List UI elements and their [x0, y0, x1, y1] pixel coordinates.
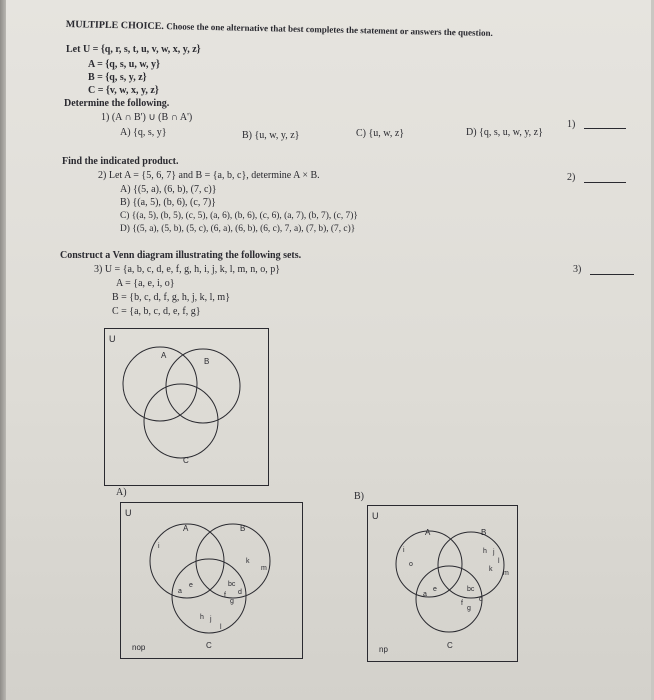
element-f: f — [461, 600, 463, 607]
header-instruction: Choose the one alternative that best completes the statement or answers the question. — [166, 21, 493, 38]
label-u: U — [372, 511, 379, 521]
q1-set-u: Let U = {q, r, s, t, u, v, w, x, y, z} — [66, 44, 201, 55]
q2-answer-label: 2) — [567, 172, 576, 183]
circle-c — [416, 566, 482, 632]
q2-option-c[interactable]: C) {(a, 5), (b, 5), (c, 5), (a, 6), (b, 6), (c, 6), (a, 7), (b, 7), (c, 7)} — [120, 211, 358, 221]
label-c: C — [183, 456, 189, 465]
q3-instruction: Construct a Venn diagram illustrating the following sets. — [60, 250, 302, 261]
q2-option-b[interactable]: B) {(a, 5), (b, 6), (c, 7)} — [120, 197, 216, 208]
q3-answer-blank[interactable] — [590, 274, 634, 275]
element-h: h — [483, 548, 487, 555]
q3-option-b-label: B) — [354, 491, 364, 502]
q3-option-a-label: A) — [116, 487, 127, 498]
element-bc: bc — [467, 586, 475, 593]
label-b: B — [240, 524, 246, 533]
circle-a — [396, 531, 462, 597]
element-i: i — [403, 547, 405, 554]
circle-c — [172, 559, 246, 633]
q3-set-a: A = {a, e, i, o} — [116, 278, 175, 289]
element-k: k — [246, 558, 250, 565]
venn-diagram-option-a[interactable] — [120, 502, 303, 659]
element-d: d — [238, 589, 242, 596]
elements-outside: np — [379, 645, 388, 654]
header — [66, 18, 493, 40]
q3-question: 3) U = {a, b, c, d, e, f, g, h, i, j, k, l, m, n, o, p} — [94, 264, 281, 275]
venn-diagram-option-b[interactable] — [367, 505, 518, 662]
q3-set-c: C = {a, b, c, d, e, f, g} — [112, 306, 201, 317]
element-e: e — [433, 586, 437, 593]
element-m: m — [503, 570, 509, 577]
q1-option-c[interactable]: C) {u, w, z} — [356, 128, 405, 139]
elements-outside: nop — [132, 643, 146, 652]
q2-option-d[interactable]: D) {(5, a), (5, b), (5, c), (6, a), (6, b), (6, c), 7, a), (7, b), (7, c)} — [120, 224, 356, 234]
q1-option-a[interactable]: A) {q, s, y} — [120, 127, 167, 138]
element-j: j — [210, 616, 212, 623]
q2-answer-blank[interactable] — [584, 182, 626, 183]
header-title: MULTIPLE CHOICE. — [65, 18, 164, 33]
universal-set-box — [121, 503, 303, 659]
q1-instruction: Determine the following. — [64, 98, 170, 109]
label-a: A — [425, 528, 431, 537]
label-b: B — [204, 357, 210, 366]
label-c: C — [206, 641, 212, 650]
element-d: d — [479, 596, 483, 603]
element-k: k — [489, 566, 493, 573]
element-a: a — [423, 591, 427, 598]
element-l: l — [220, 624, 222, 631]
q1-answer-label: 1) — [567, 119, 576, 130]
element-o: o — [409, 561, 413, 568]
q1-question: 1) (A ∩ B') ∪ (B ∩ A') — [101, 112, 193, 123]
element-h: h — [200, 614, 204, 621]
q1-option-d[interactable]: D) {q, s, u, w, y, z} — [466, 127, 543, 138]
circle-b — [166, 349, 240, 423]
label-b: B — [481, 528, 487, 537]
label-a: A — [183, 524, 189, 533]
q1-answer-blank[interactable] — [584, 128, 626, 129]
label-u: U — [109, 334, 116, 344]
element-e: e — [189, 582, 193, 589]
element-l: l — [498, 558, 500, 565]
q2-option-a[interactable]: A) {(5, a), (6, b), (7, c)} — [120, 184, 217, 195]
element-j: j — [493, 549, 495, 556]
q1-option-b[interactable]: B) {u, w, y, z} — [242, 130, 300, 141]
q3-answer-label: 3) — [573, 264, 582, 275]
q2-question: 2) Let A = {5, 6, 7} and B = {a, b, c}, determine A × B. — [98, 170, 320, 181]
circle-a — [150, 524, 224, 598]
label-a: A — [161, 351, 167, 360]
label-c: C — [447, 641, 453, 650]
element-f: f — [224, 592, 226, 599]
worksheet-page — [6, 0, 651, 700]
venn-diagram-blank — [104, 328, 269, 486]
element-a: a — [178, 588, 182, 595]
q1-set-b: B = {q, s, y, z} — [88, 72, 147, 83]
element-m: m — [261, 565, 267, 572]
element-bc: bc — [228, 581, 236, 588]
universal-set-box — [368, 506, 518, 662]
q1-set-c: C = {v, w, x, y, z} — [88, 85, 159, 96]
q3-set-b: B = {b, c, d, f, g, h, j, k, l, m} — [112, 292, 231, 303]
element-g: g — [230, 598, 234, 605]
element-i: i — [158, 543, 160, 550]
element-g: g — [467, 605, 471, 612]
label-u: U — [125, 508, 132, 518]
q1-set-a: A = {q, s, u, w, y} — [88, 59, 160, 70]
q2-instruction: Find the indicated product. — [62, 156, 179, 167]
